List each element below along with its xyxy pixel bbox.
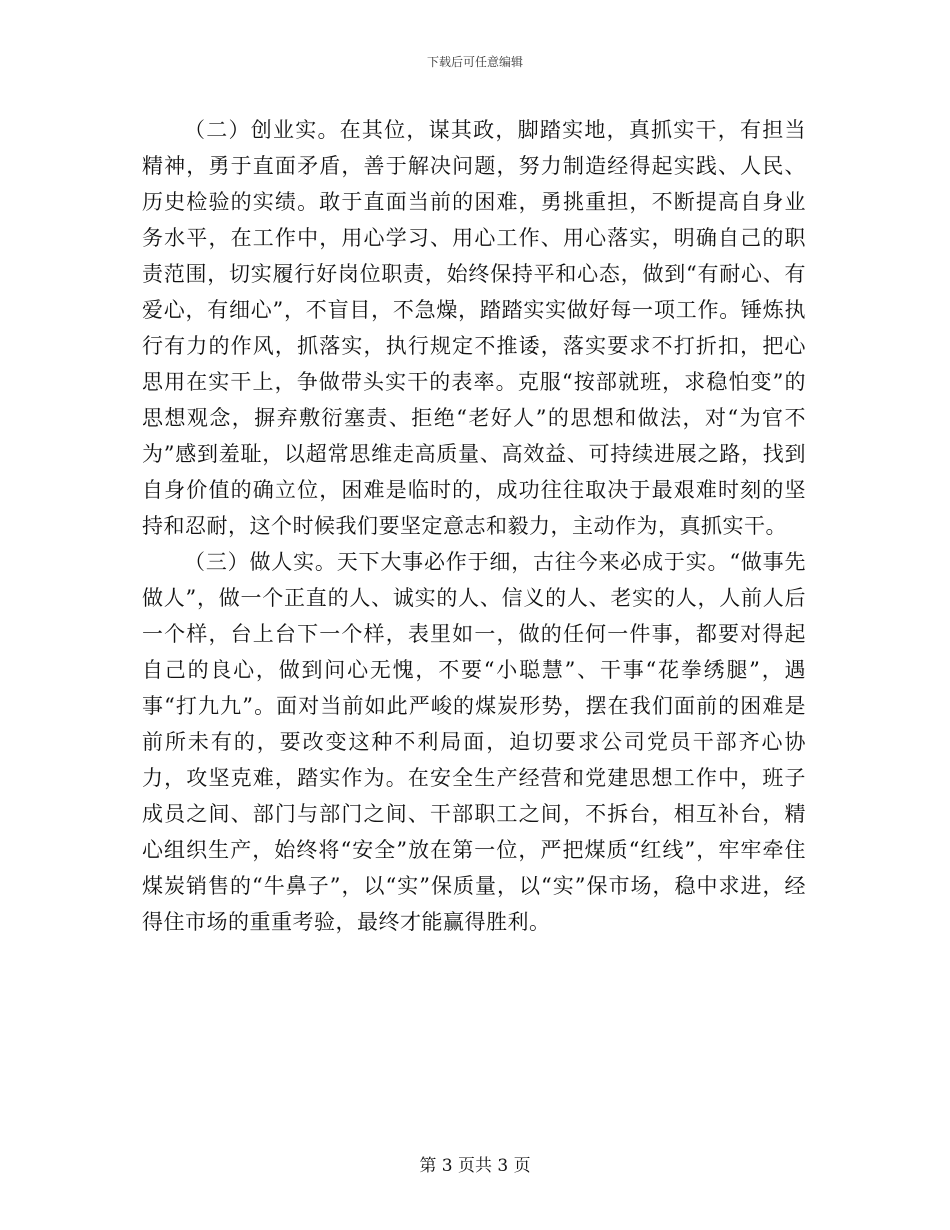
paragraph-conduct: （三）做人实。天下大事必作于细，古往今来必成于实。“做事先做人”，做一个正直的人、诚实的人、信义的人、老实的人，人前人后一个样，台上台下一个样，表里如一，做的任何一件事，都要对得起自己的良心，做到问心无愧，不要“小聪慧”、干事“花拳绣腿”，遇事“打九九”。面对当前如此严峻的煤炭形势，摆在我们面前的困难是前所未有的，要改变这种不利局面，迫切要求公司党员干部齐心协力，攻坚克难，踏实作为。在安全生产经营和党建思想工作中，班子成员之间、部门与部门之间、干部职工之间，不拆台，相互补台，精心组织生产，始终将“安全”放在第一位，严把煤质“红线”，牢牢牵住煤炭销售的“牛鼻子”，以“实”保质量，以“实”保市场，稳中求进，经得住市场的重重考验，最终才能赢得胜利。	[142, 550, 806, 934]
document-body	[142, 112, 806, 940]
paragraph-entrepreneurship: （二）创业实。在其位，谋其政，脚踏实地，真抓实干，有担当精神，勇于直面矛盾，善于解决问题，努力制造经得起实践、人民、历史检验的实绩。敢于直面当前的困难，勇挑重担，不断提高自身业务水平，在工作中，用心学习、用心工作、用心落实，明确自己的职责范围，切实履行好岗位职责，始终保持平和心态，做到“有耐心、有爱心，有细心”，不盲目，不急燥，踏踏实实做好每一项工作。锤炼执行有力的作风，抓落实，执行规定不推诿，落实要求不打折扣，把心思用在实干上，争做带头实干的表率。克服“按部就班，求稳怕变”的思想观念，摒弃敷衍塞责、拒绝“老好人”的思想和做法，对“为官不为”感到羞耻，以超常思维走高质量、高效益、可持续进展之路，找到自身价值的确立位，困难是临时的，成功往往取决于最艰难时刻的坚持和忍耐，这个时候我们要坚定意志和毅力，主动作为，真抓实干。	[142, 118, 806, 538]
page-header-note: 下载后可任意编辑	[426, 55, 523, 69]
page-number: 第 3 页共 3 页	[419, 1156, 531, 1176]
